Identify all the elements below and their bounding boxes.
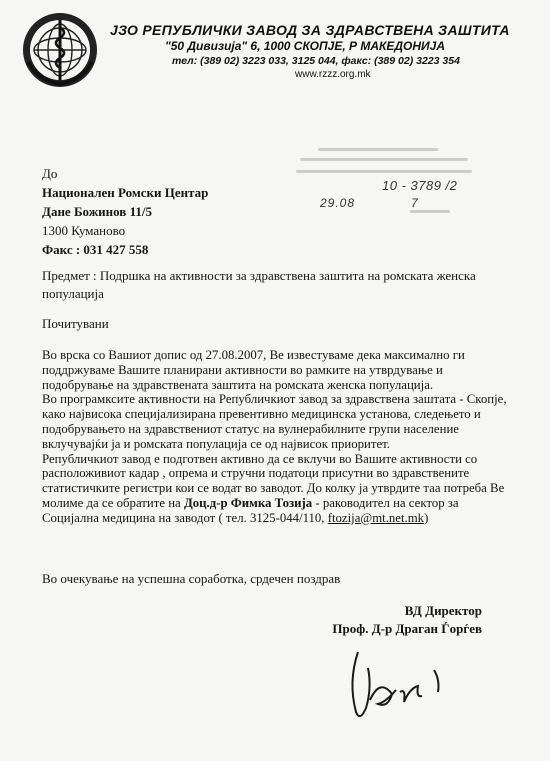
- recipient-street: Дане Божинов 11/5: [42, 204, 152, 219]
- letter-greeting: Почитувани: [42, 316, 109, 331]
- contact-email[interactable]: ftozija@mt.net.mk: [327, 510, 425, 525]
- signature-block: [312, 602, 482, 638]
- body-paragraph-2: Во програмксите активности на Републичкиот завод за здравствена заштата - Скопје, како највисока специјализирана превентивно медицинска установа, следењето и подобрувањето на здравствениот статус на вулнерабилните групи население вклучувајќи ја и ромската популација се од највисок приоритет.: [42, 392, 507, 451]
- signatory-name: Проф. Д-р Драган Ѓорѓев: [332, 621, 482, 636]
- registry-stamp: [290, 140, 480, 225]
- recipient-fax: Факс : 031 427 558: [42, 242, 149, 257]
- body-paragraph-1: Во врска со Вашиот допис од 27.08.2007, Ве известуваме дека максимално ги поддржуваме Вашите планирани активности во рамките на утврдување и подобрување на здравствената заштита на ромската женска популација.: [42, 348, 465, 392]
- recipient-block: [42, 164, 208, 259]
- stamp-date: 29.08 7: [320, 196, 419, 210]
- letterhead: [110, 22, 540, 80]
- recipient-city: 1300 Куманово: [42, 223, 126, 238]
- institution-name: ЈЗО РЕПУБЛИЧКИ ЗАВОД ЗА ЗДРАВСТВЕНА ЗАШТИТА: [110, 22, 510, 38]
- stamp-number: 10 - 3789 /2: [382, 178, 458, 193]
- letter-closing: Во очекување на успешна соработка, срдечен поздрав: [42, 571, 341, 586]
- signatory-title: ВД Директор: [404, 603, 482, 618]
- institution-website: www.rzzz.org.mk: [295, 69, 371, 80]
- institution-phones: тел: (389 02) 3223 033, 3125 044, факс: (389 02) 3223 354: [172, 55, 460, 67]
- contact-person: Доц.д-р Фимка Тозија: [183, 495, 313, 510]
- handwritten-signature: [330, 640, 460, 730]
- letter-subject: Предмет : Подршка на активности за здравствена заштита на ромската женска популација: [42, 268, 476, 301]
- body-paragraph-3: Републичкиот завод е подготвен активно да се вклучи во Вашите активности со расположивиот кадар , опрема и стручни податоци присутни во здравствените статистичките регистри кои се водат во заводот. До колку ја утврдите таа потреба Ве молиме да се обратите на Доц.д-р Фимка Тозија - раководител на сектор за Социјална медицина на заводот ( тел. 3125-044/110, ftozija@mt.net.mk): [42, 451, 505, 525]
- recipient-org: Национален Ромски Центар: [42, 185, 209, 200]
- recipient-to: До: [42, 166, 58, 181]
- institution-address: "50 Дивизија" 6, 1000 СКОПЈЕ, Р МАКЕДОНИЈА: [165, 39, 446, 53]
- letter-body: [42, 348, 516, 526]
- who-emblem-logo: [20, 10, 100, 90]
